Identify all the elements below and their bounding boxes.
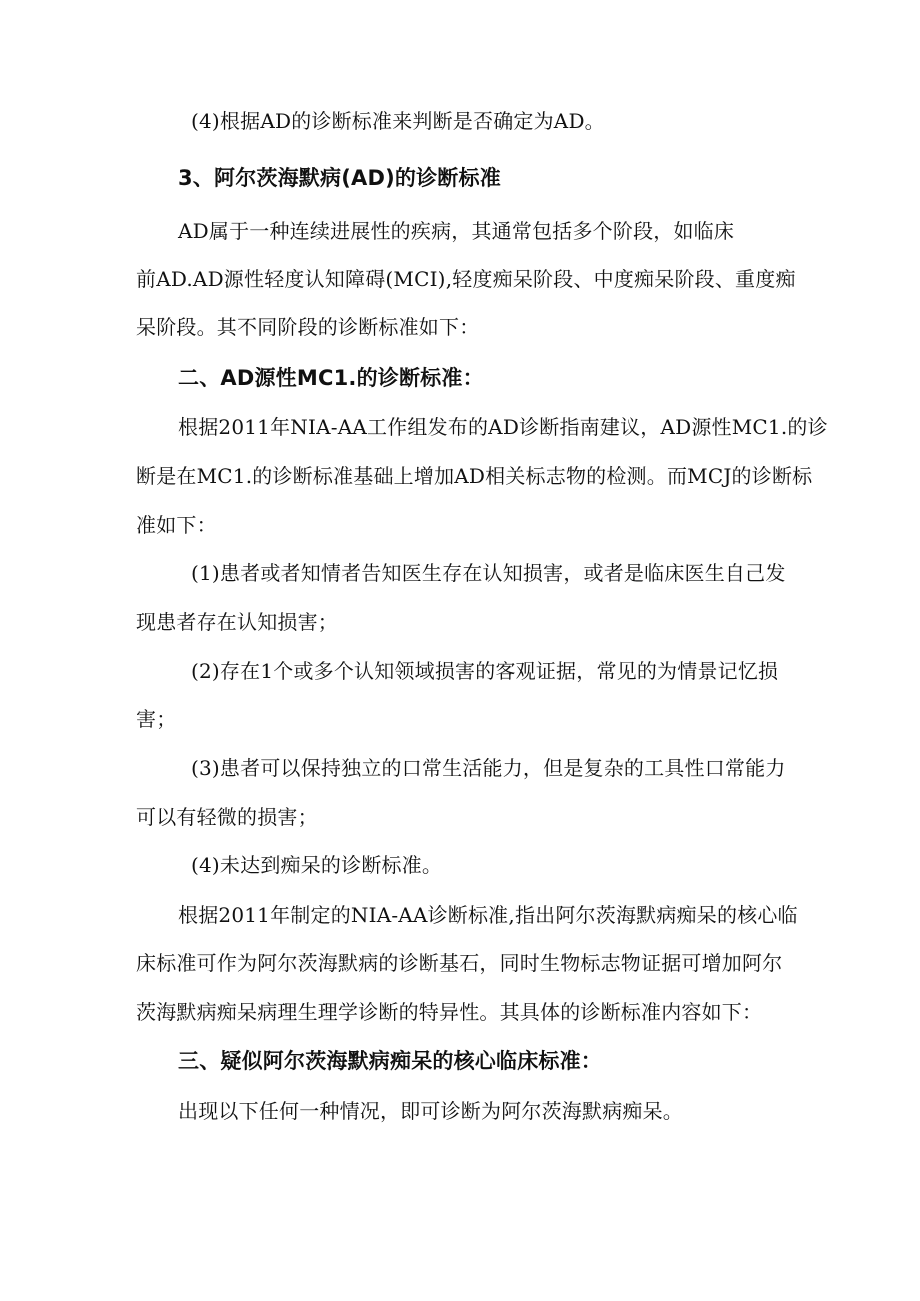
list-item: (3)患者可以保持独立的口常生活能力，但是复杂的工具性口常能力 xyxy=(191,756,786,780)
section-heading: 三、疑似阿尔茨海默病痴呆的核心临床标准： xyxy=(178,1049,602,1073)
paragraph-line: 床标准可作为阿尔茨海默病的诊断基石，同时生物标志物证据可增加阿尔 xyxy=(136,951,783,975)
paragraph-line: 可以有轻微的损害； xyxy=(136,805,318,829)
section-heading: 3、阿尔茨海默病(AD)的诊断标准 xyxy=(178,166,501,190)
paragraph-line: 茨海默病痴呆病理生理学诊断的特异性。其具体的诊断标准内容如下： xyxy=(136,1000,763,1024)
paragraph-line: 根据2011年NIA-AA工作组发布的AD诊断指南建议，AD源性MC1.的诊 xyxy=(178,415,828,439)
paragraph-line: 断是在MC1.的诊断标准基础上增加AD相关标志物的检测。而MCJ的诊断标 xyxy=(136,464,813,488)
list-item: (2)存在1个或多个认知领域损害的客观证据，常见的为情景记忆损 xyxy=(191,659,779,683)
paragraph-line: AD属于一种连续进展性的疾病，其通常包括多个阶段，如临床 xyxy=(178,219,735,243)
list-item: (1)患者或者知情者告知医生存在认知损害，或者是临床医生自己发 xyxy=(191,561,786,585)
paragraph-line: 根据2011年制定的NIA-AA诊断标准,指出阿尔茨海默病痴呆的核心临 xyxy=(178,903,798,927)
paragraph-line: 呆阶段。其不同阶段的诊断标准如下： xyxy=(136,315,480,339)
list-item: (4)未达到痴呆的诊断标准。 xyxy=(191,853,443,877)
paragraph-line: (4)根据AD的诊断标准来判断是否确定为AD。 xyxy=(191,109,605,133)
paragraph-line: 前AD.AD源性轻度认知障碍(MCI),轻度痴呆阶段、中度痴呆阶段、重度痴 xyxy=(136,267,796,291)
paragraph-line: 害； xyxy=(136,707,177,731)
section-heading: 二、AD源性MC1.的诊断标准： xyxy=(178,366,484,390)
paragraph-line: 出现以下任何一种情况，即可诊断为阿尔茨海默病痴呆。 xyxy=(178,1099,683,1123)
paragraph-line: 准如下： xyxy=(136,513,217,537)
paragraph-line: 现患者存在认知损害； xyxy=(136,610,338,634)
